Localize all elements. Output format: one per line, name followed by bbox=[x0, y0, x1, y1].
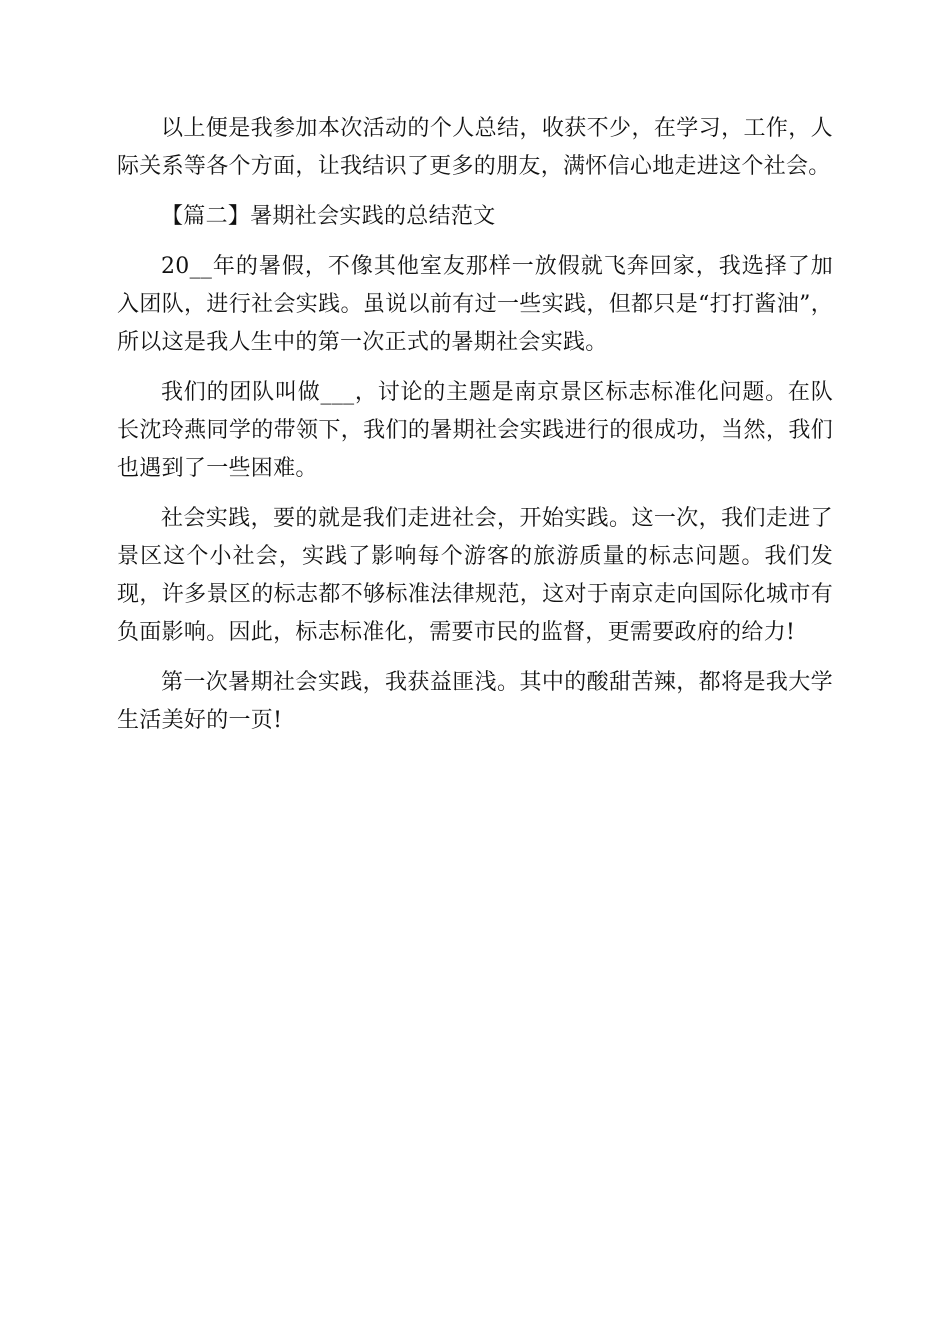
summary-paragraph: 以上便是我参加本次活动的个人总结，收获不少，在学习，工作，人际关系等各个方面，让我结识了更多的朋友，满怀信心地走进这个社会。 bbox=[117, 116, 833, 179]
intro-paragraph: 20__年的暑假，不像其他室友那样一放假就飞奔回家，我选择了加入团队，进行社会实践。虽说以前有过一些实践，但都只是“打打酱油”，所以这是我人生中的第一次正式的暑期社会实践。 bbox=[117, 254, 833, 355]
section-heading: 【篇二】暑期社会实践的总结范文 bbox=[161, 204, 496, 229]
conclusion-paragraph: 第一次暑期社会实践，我获益匪浅。其中的酸甜苦辣，都将是我大学生活美好的一页! bbox=[117, 670, 833, 733]
document-body bbox=[117, 110, 833, 752]
team-paragraph: 我们的团队叫做___，讨论的主题是南京景区标志标准化问题。在队长沈玲燕同学的带领下，我们的暑期社会实践进行的很成功，当然，我们也遇到了一些困难。 bbox=[117, 380, 833, 481]
practice-paragraph: 社会实践，要的就是我们走进社会，开始实践。这一次，我们走进了景区这个小社会，实践了影响每个游客的旅游质量的标志问题。我们发现，许多景区的标志都不够标准法律规范，这对于南京走向国际化城市有负面影响。因此，标志标准化，需要市民的监督，更需要政府的给力! bbox=[117, 506, 833, 645]
